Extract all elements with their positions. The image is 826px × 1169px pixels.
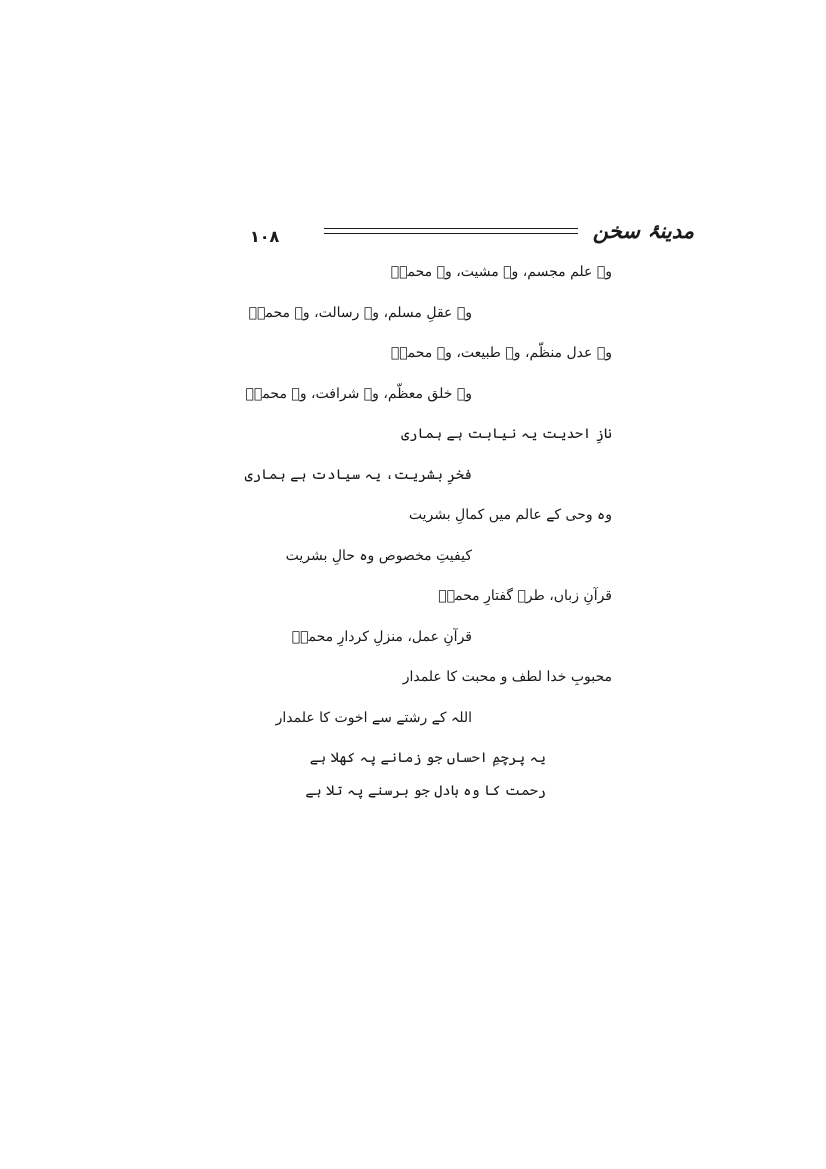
verse-line: یہ پرچمِ احساں جو زمانے پہ کھلا ہے (309, 750, 546, 766)
verse-line: وہ عدل منظّم، وہ طبیعت، وہ محمدؐ (390, 345, 612, 361)
verse-line: قرآنِ زباں، طرۂ گفتارِ محمدؐ (438, 588, 612, 604)
verse-line: وہ خلق معظّم، وہ شرافت، وہ محمدؐ (245, 386, 472, 402)
verse-line: رحمت کا وہ بادل جو برسنے پہ تلا ہے (305, 783, 546, 799)
verse-line: وہ وحی کے عالم میں کمالِ بشریت (408, 507, 612, 523)
header-rule-bottom (324, 233, 578, 234)
header-rule-top (324, 228, 578, 229)
verse-line: نازِ احدیت یہ نیابت ہے ہماری (401, 426, 612, 442)
page-number: ۱۰۸ (250, 227, 280, 246)
verse-line: وہ علم مجسم، وہ مشیت، وہ محمدؐ (390, 264, 612, 280)
verse-line: اللہ کے رشتے سے اخوت کا علمدار (275, 710, 472, 726)
running-header-title: مدینۂ سخن (592, 218, 694, 243)
verse-line: محبوبِ خدا لطف و محبت کا علمدار (402, 669, 612, 685)
verse-line: فخرِ بشریت، یہ سیادت ہے ہماری (244, 467, 472, 483)
verse-line: قرآنِ عمل، منزلِ کردارِ محمدؐ (291, 629, 472, 645)
verse-line: کیفیتِ مخصوص وہ حالِ بشریت (285, 548, 472, 564)
verse-line: وہ عقلِ مسلم، وہ رسالت، وہ محمدؐ (248, 305, 472, 321)
